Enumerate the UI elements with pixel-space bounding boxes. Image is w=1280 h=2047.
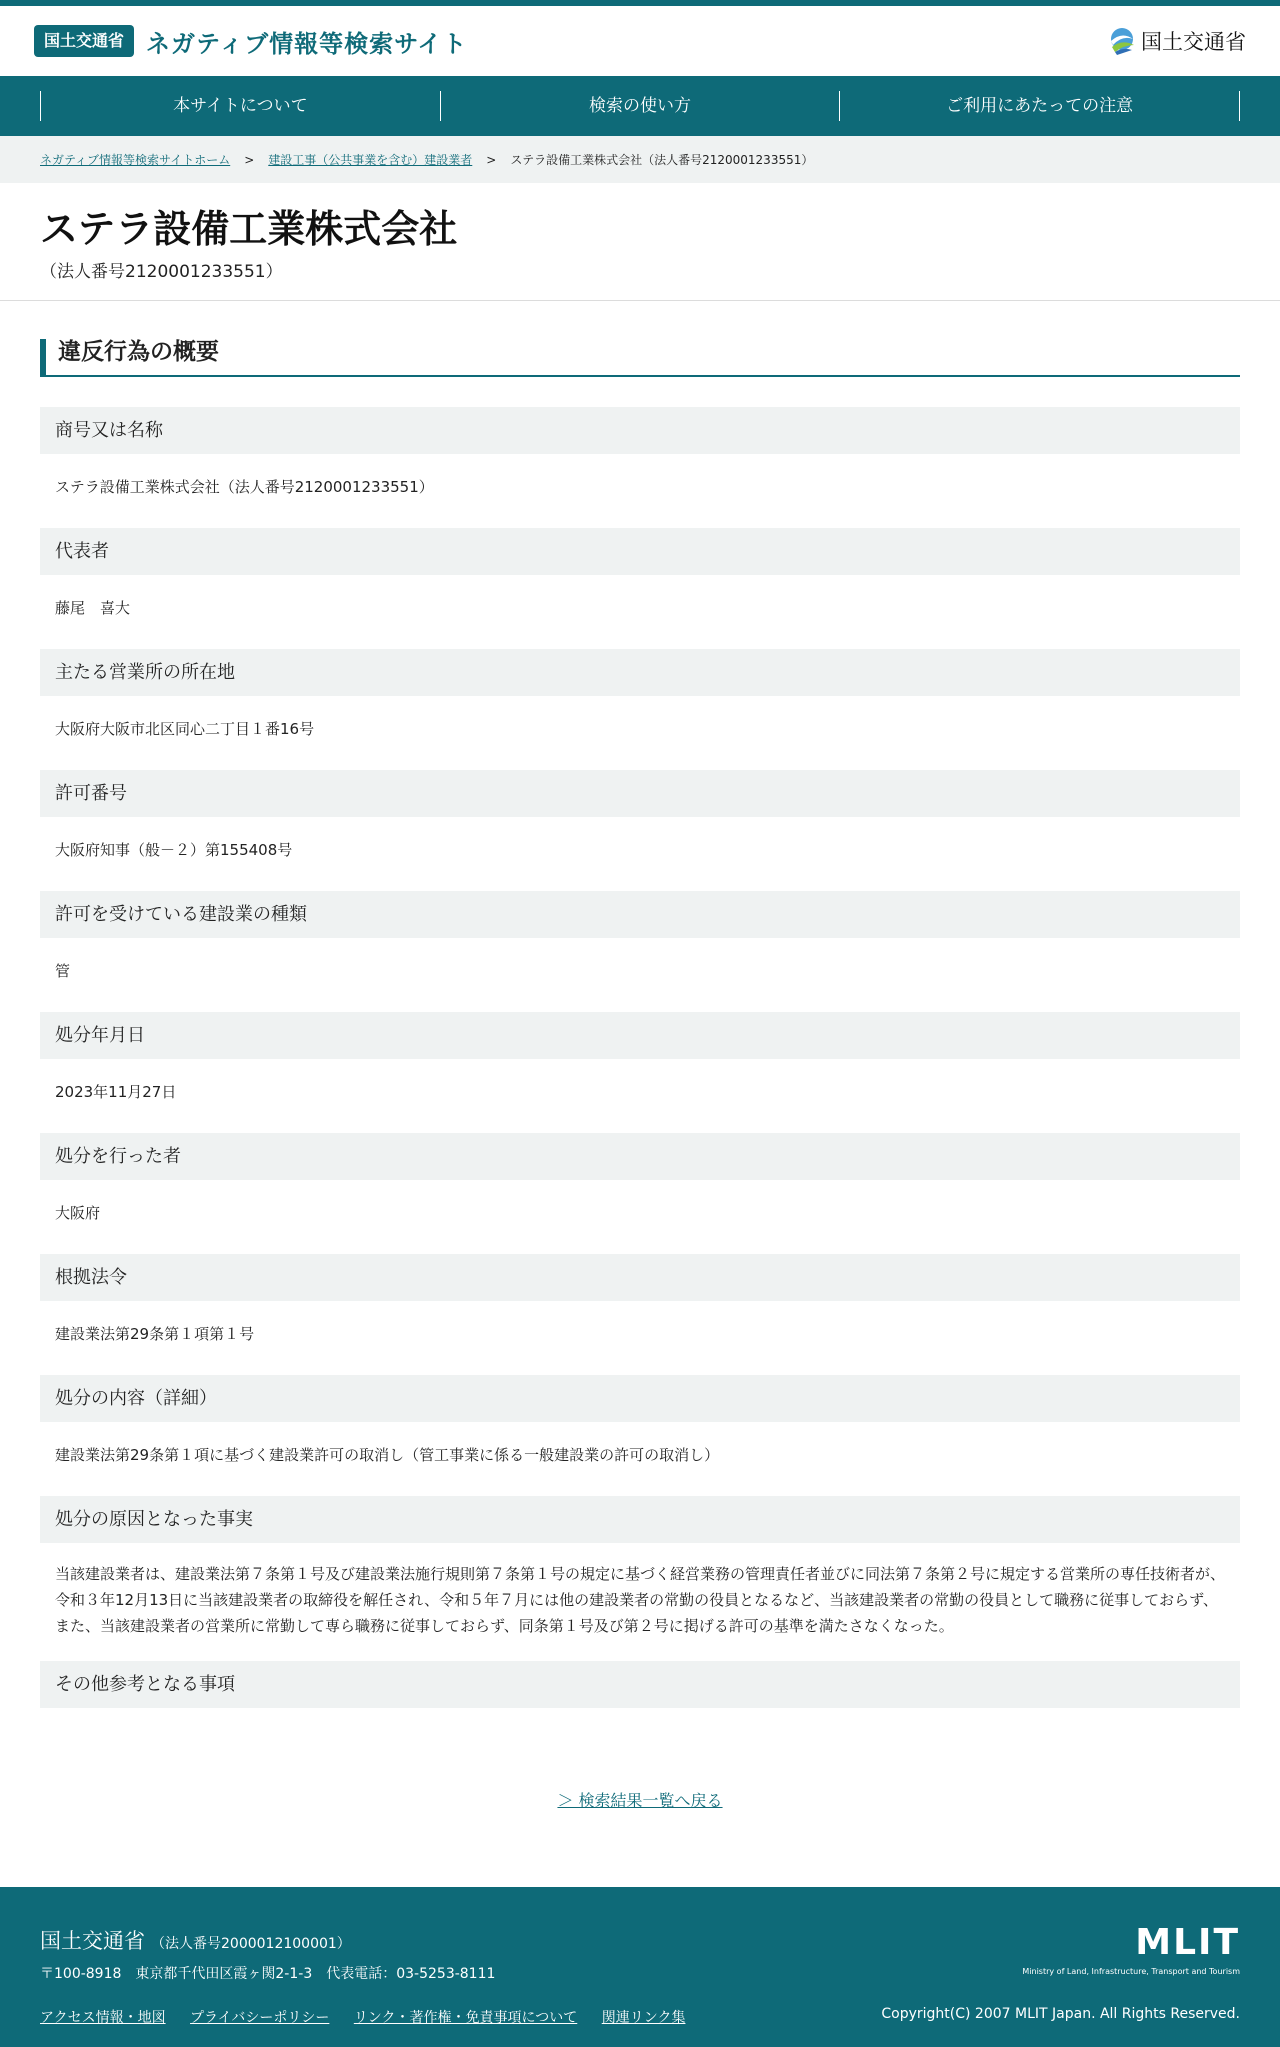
copyright: Copyright(C) 2007 MLIT Japan. All Rights Reserved.: [881, 2005, 1240, 2022]
field-label: 商号又は名称: [40, 407, 1240, 454]
field-label: 処分年月日: [40, 1012, 1240, 1059]
section-title: [40, 339, 1240, 377]
field-main-office: [40, 649, 1240, 770]
section-title-text: 違反行為の概要: [58, 338, 219, 365]
field-disposition-date: [40, 1012, 1240, 1133]
field-license-number: [40, 770, 1240, 891]
field-label: 許可を受けている建設業の種類: [40, 891, 1240, 938]
ministry-emblem-icon: [1107, 25, 1137, 57]
field-value: [40, 1708, 1240, 1748]
footer-right: [881, 1921, 1240, 2022]
site-title: ネガティブ情報等検索サイト: [146, 29, 468, 58]
field-legal-basis: [40, 1254, 1240, 1375]
field-cause-facts: [40, 1496, 1240, 1661]
main-content: [0, 301, 1280, 1887]
footer-link-privacy[interactable]: プライバシーポリシー: [190, 2009, 330, 2026]
breadcrumb-category[interactable]: 建設工事（公共事業を含む）建設業者: [268, 153, 473, 167]
page-title-block: [0, 183, 1280, 301]
field-value: 建設業法第29条第１項に基づく建設業許可の取消し（管工事業に係る一般建設業の許可の取消し）: [55, 1445, 720, 1464]
breadcrumb-separator: >: [486, 152, 497, 167]
field-disposition-details: [40, 1375, 1240, 1496]
ministry-logo-link[interactable]: [1107, 25, 1246, 57]
field-disposing-authority: [40, 1133, 1240, 1254]
field-value: ステラ設備工業株式会社（法人番号2120001233551）: [55, 477, 434, 496]
field-label: 代表者: [40, 528, 1240, 575]
global-nav: [0, 76, 1280, 136]
back-to-results-link[interactable]: ＞ 検索結果一覧へ戻る: [557, 1790, 723, 1810]
field-trade-name: [40, 407, 1240, 528]
field-label: 処分の原因となった事実: [40, 1496, 1240, 1543]
footer-ministry-name: 国土交通省: [40, 1928, 145, 1953]
ministry-name: 国土交通省: [1141, 30, 1246, 54]
field-value: 当該建設業者は、建設業法第７条第１号及び建設業法施行規則第７条第１号の規定に基づく経営業務の管理責任者並びに同法第７条第２号に規定する営業所の専任技術者が、令和３年12月13日に当該建設業者の取締役を解任され、令和５年７月には他の建設業者の常勤の役員となるなど、当該建設業者の常勤の役員として職務に従事しておらず、また、当該建設業者の営業所に常勤して専ら職務に従事しておらず、同条第１号及び第２号に掲げる許可の基準を満たさなくなった。: [55, 1564, 1226, 1635]
breadcrumb-home[interactable]: ネガティブ情報等検索サイトホーム: [40, 153, 231, 167]
field-label: 許可番号: [40, 770, 1240, 817]
ministry-badge: 国土交通省: [34, 25, 134, 56]
footer-link-access[interactable]: アクセス情報・地図: [40, 2009, 166, 2026]
breadcrumb-current: ステラ設備工業株式会社（法人番号2120001233551）: [510, 153, 814, 167]
field-value: 建設業法第29条第１項第１号: [55, 1324, 255, 1343]
field-label: 根拠法令: [40, 1254, 1240, 1301]
nav-usage-notes[interactable]: ご利用にあたっての注意: [839, 91, 1240, 121]
page-title: ステラ設備工業株式会社: [40, 207, 458, 251]
mlit-logo-subtitle: Ministry of Land, Infrastructure, Transport and Tourism: [1022, 1966, 1240, 1976]
field-value: 藤尾 喜大: [55, 598, 131, 617]
field-other-notes: [40, 1661, 1240, 1748]
breadcrumb: [0, 136, 1280, 183]
field-value: 大阪府大阪市北区同心二丁目１番16号: [55, 719, 315, 738]
corporate-number: （法人番号2120001233551）: [40, 261, 283, 282]
field-value: 大阪府知事（般－２）第155408号: [55, 840, 293, 859]
field-representative: [40, 528, 1240, 649]
site-footer: [0, 1887, 1280, 2047]
field-value: 大阪府: [55, 1203, 101, 1222]
field-label: 主たる営業所の所在地: [40, 649, 1240, 696]
footer-address: 〒100-8918 東京都千代田区霞ヶ関2-1-3 代表電話：03-5253-8111: [40, 1965, 496, 1982]
field-label: 処分を行った者: [40, 1133, 1240, 1180]
back-link-container: [40, 1748, 1240, 1887]
site-header: [0, 6, 1280, 76]
breadcrumb-separator: >: [244, 152, 255, 167]
nav-how-to-search[interactable]: 検索の使い方: [440, 91, 840, 121]
field-label: その他参考となる事項: [40, 1661, 1240, 1708]
nav-about[interactable]: 本サイトについて: [40, 91, 440, 121]
field-license-types: [40, 891, 1240, 1012]
mlit-logo[interactable]: MLIT: [1135, 1921, 1240, 1963]
footer-corporate-number: （法人番号2000012100001）: [151, 1935, 351, 1952]
field-value: 管: [55, 961, 71, 980]
footer-link-copyright[interactable]: リンク・著作権・免責事項について: [353, 2009, 578, 2026]
site-brand[interactable]: [34, 24, 467, 59]
field-value: 2023年11月27日: [55, 1082, 177, 1101]
field-label: 処分の内容（詳細）: [40, 1375, 1240, 1422]
footer-link-related[interactable]: 関連リンク集: [601, 2009, 686, 2026]
